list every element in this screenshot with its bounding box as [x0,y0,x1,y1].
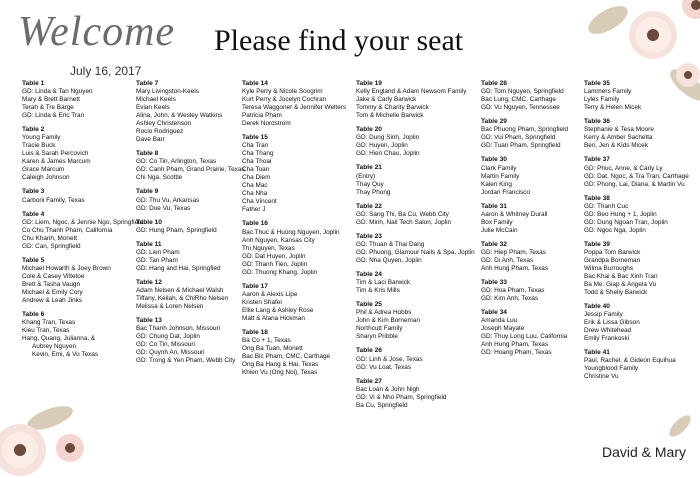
table-name: Table 9 [136,188,159,196]
table-column-1 [22,80,142,365]
guest-line: Amanda Luu [481,317,518,325]
guest-line: Cole & Casey Vittetoe [22,273,85,281]
guest-line: Alina, John, & Wesley Watkins [136,112,223,120]
seating-table [242,283,362,323]
guest-line: GD: Thanh Tien, Joplin [242,260,308,268]
seating-table [136,80,256,144]
guest-line: Cha Thang [242,150,274,158]
table-name: Table 7 [136,80,159,87]
table-name: Table 24 [356,271,382,279]
table-name: Table 12 [136,279,162,287]
guest-line: Cha Thoai [242,158,272,166]
guest-line: Todd & Shelly Barwick [584,289,648,297]
seating-table [22,188,142,204]
guest-line: GD: Due Vu, Texas [136,204,191,212]
guest-line: Cha Mac [242,182,268,190]
guest-line: Khien Vu (Ong Noi), Texas [242,369,318,377]
table-column-4 [356,80,476,416]
guest-line: GD: Linda & Eric Tran [22,112,85,120]
guest-line: Erik & Lissa Gibson [584,319,640,327]
table-name: Table 32 [481,240,507,248]
seating-table [136,241,256,273]
table-name: Table 26 [356,347,382,355]
table-name: Table 17 [242,282,268,290]
seating-table [356,233,476,265]
guest-line: Tiffany, Keilah, & ChiRho Nelsen [136,295,229,303]
guest-line: GD: Phuong, Glamour Nails & Spa, Joplin [356,249,475,257]
guest-line: Kieu Tran, Texas [22,327,70,335]
guest-line: Bà Co + 1, Texas [242,337,291,345]
guest-line: Caleigh Johnson [22,174,70,182]
table-name: Table 35 [584,80,610,87]
seating-table [356,347,476,371]
seating-table [136,279,256,311]
seating-table [22,311,142,359]
guest-line: Thay Phong [356,188,391,196]
guest-line: Julie McCain [481,226,518,234]
seating-table [584,156,700,188]
guest-line: Kevin, Emi, & Vu Texas [32,351,99,359]
guest-line: Cha Vincent [242,198,277,206]
seating-table [356,126,476,158]
guest-line: Hang, Quang, Julianna, & [22,335,96,343]
table-column-6 [584,80,700,387]
seating-table [22,257,142,305]
guest-line: GD: Thuy Long Luu, California [481,333,568,341]
guest-line: Anh Hung Pham, Texas [481,341,549,349]
table-name: Table 18 [242,328,268,336]
seating-table [356,301,476,341]
guest-line: Tim & Laci Barwick [356,279,411,287]
guest-line: GD: Kim Anh, Texas [481,295,539,303]
guest-line: Matt & Alana Hickman [242,314,305,322]
guest-line: Tommy & Charity Barwick [356,104,429,112]
seating-table [22,80,142,120]
guest-line: Tracie Buck [22,142,56,150]
table-name: Table 34 [481,309,507,317]
guest-line: Bac Thuc & Huong Nguyen, Joplin [242,228,340,236]
guest-line: Cha Diem [242,174,271,182]
guest-line: GD: Minh, Nail Tech Salon, Joplin [356,218,452,226]
guest-line: Ben, Jen & Kids Micek [584,142,648,150]
guest-line: GD: Thuong Khang, Joplin [242,268,318,276]
guest-line: Kristen Shafer [242,298,283,306]
guest-line: Aubrey Nguyen [32,343,77,351]
guest-line: Poppa Tom Barwick [584,249,641,257]
table-name: Table 37 [584,156,610,164]
seating-table [136,188,256,212]
guest-line: Anh Hung Pham, Texas [481,265,549,273]
guest-line: Chi Nga, Scottle [136,174,183,182]
guest-line: GD: Phong, Lai, Diana, & Martin Vu [584,180,685,188]
seating-table [584,118,700,150]
seating-table [136,317,256,365]
guest-line: Bac Khai & Bac Xinh Tran [584,273,658,281]
guest-line: Kerry & Amber Sachetta [584,134,653,142]
guest-line: Ba Me: Giap & Angela Vu [584,281,657,289]
guest-line: John & Kim Borneman [356,317,420,325]
table-name: Table 2 [22,126,45,134]
table-name: Table 23 [356,232,382,240]
table-name: Table 4 [22,210,45,218]
guest-line: (Entry) [356,172,376,180]
guest-line: GD: Thuan & Thai Dang [356,241,425,249]
guest-line: Terah & Tre Barge [22,104,74,112]
floral-decoration-bottom-left [0,388,100,478]
seating-table [356,378,476,410]
guest-line: GD: Chung Dat, Joplin [136,333,200,341]
seating-table [481,279,601,303]
table-column-2 [136,80,256,371]
guest-line: Lyles Family [584,96,620,104]
guest-line: Thay Quy [356,180,384,188]
guest-line: Adam Nelsen & Michael Walsh [136,287,224,295]
guest-line: Andrew & Leah Jinks [22,297,83,305]
seating-table [356,164,476,196]
table-name: Table 8 [136,150,159,158]
guest-line: GD: Tuan Pham, Springfield [481,142,561,150]
seating-table [356,80,476,120]
guest-line: GD: Hung Pham, Springfield [136,226,217,234]
table-name: Table 3 [22,188,45,196]
seating-table [584,80,700,112]
seating-table [481,241,601,273]
guest-line: GD: Beo Hung + 1, Joplin [584,210,657,218]
guest-line: Jordan Francisco [481,188,531,196]
table-name: Table 25 [356,301,382,309]
guest-line: GD: Vu Loat, Texas [356,363,412,371]
guest-line: Clark Family [481,164,517,172]
seating-table [22,126,142,182]
guest-line: Kalen King [481,180,512,188]
guest-line: Teresa Waggoner & Jennifer Welters [242,104,347,112]
table-column-3 [242,80,362,383]
guest-line: Stephanie & Tesa Moore [584,126,654,134]
guest-line: Phil & Adrea Hobbs [356,309,412,317]
guest-line: GD: Dat, Ngoc, & Tra Tran, Carthage [584,172,689,180]
guest-line: Tom & Michelle Barwick [356,112,424,120]
guest-line: Terry & Helen Micek [584,104,642,112]
guest-line: Jake & Carly Barwick [356,96,417,104]
table-name: Table 33 [481,279,507,287]
seating-table [356,203,476,227]
seating-table [481,156,601,196]
seating-table [584,195,700,235]
table-name: Table 5 [22,256,45,264]
guest-line: Christine Vu [584,373,619,381]
seating-table [481,309,601,357]
guest-line: Evian Keels [136,104,170,112]
guest-line: Anh Nguyen, Kansas City [242,236,315,244]
seating-table [356,271,476,295]
guest-line: Melissa & Loren Nelsen [136,303,204,311]
guest-line: GD: Trong & Yen Pham, Webb City [136,357,236,365]
guest-line: GD: Dung Ngoan Tran, Joplin [584,218,668,226]
guest-line: Father J [242,206,266,214]
guest-line: Chu Khanh, Monett [22,234,78,242]
guest-line: GD: Ngoc Nga, Joplin [584,226,646,234]
seating-table [242,80,362,128]
guest-line: GD: Hang and Hai, Springfied [136,265,221,273]
seating-table [242,329,362,377]
page-title: Please find your seat [214,24,464,57]
table-name: Table 20 [356,126,382,134]
guest-line: Ong Ba Hang & Hai, Texas [242,361,319,369]
guest-line: GD: Thanh Cuc [584,202,629,210]
guest-line: GD: Lien Pham [136,249,180,257]
guest-line: GD: Huyen, Joplin [356,142,408,150]
table-column-5 [481,80,601,363]
seating-table [22,211,142,251]
guest-line: Bac Thanh Johnson, Missouri [136,325,221,333]
guest-line: Co Chu Thanh Pham, California [22,226,113,234]
guest-line: GD: Di Anh, Texas [481,257,534,265]
guest-line: Lammers Family [584,88,632,96]
seating-table [136,150,256,182]
guest-line: Mary Livingston-Keels [136,88,199,96]
table-name: Table 28 [481,80,507,87]
guest-line: GD: Tan Pham [136,257,178,265]
guest-line: Khang Tran, Texas [22,319,76,327]
guest-line: Kelly England & Adam Newsom Family [356,88,467,96]
guest-line: Mary & Brett Barnett [22,96,80,104]
guest-line: Grace Marcum [22,166,65,174]
guest-line: Grandpa Borneman [584,257,641,265]
guest-line: Karen & James Marcum [22,158,91,166]
floral-decoration-bottom-right [660,406,700,446]
guest-line: GD: Quynh An, Missouri [136,349,205,357]
guest-line: GD: Nha Quyen, Joplin [356,257,422,265]
guest-line: Michael Howarth & Joey Brown [22,265,111,273]
guest-line: GD: Sang Thi, Ba Cu, Webb City [356,210,449,218]
guest-line: GD: Dat Huyen, Joplin [242,252,306,260]
table-name: Table 21 [356,164,382,172]
event-date: July 16, 2017 [70,64,142,78]
guest-line: Paul, Rachel, & Gideon Equihua [584,357,676,365]
seating-table [242,220,362,276]
guest-line: Ellie Lang & Ashley Rose [242,306,314,314]
table-name: Table 15 [242,134,268,142]
guest-line: Ong Ba Tuan, Monett [242,345,303,353]
table-name: Table 19 [356,80,382,87]
guest-line: GD: Dung Sinh, Joplin [356,134,420,142]
table-name: Table 1 [22,80,45,87]
guest-line: GD: Hiep Pham, Texas [481,249,546,257]
guest-line: Emily Frankoski [584,335,630,343]
guest-line: Cha Nha [242,190,268,198]
seating-table [584,349,700,381]
table-name: Table 29 [481,118,507,126]
guest-line: Bac Lung, CMC, Carthage [481,96,556,104]
table-name: Table 40 [584,303,610,311]
guest-line: Jessip Family [584,311,623,319]
guest-line: Drew Whitehead [584,327,632,335]
guest-line: GD: Can, Springfield [22,242,81,250]
guest-line: Joseph Mayate [481,325,525,333]
seating-table [481,118,601,150]
guest-line: Sharyn Pribble [356,333,398,341]
guest-line: GD: Vi & Nho Pham, Springfield [356,393,447,401]
seating-table [136,219,256,235]
guest-line: GD: Hien Chau, Joplin [356,150,420,158]
table-name: Table 11 [136,240,162,248]
seating-table [481,80,601,112]
guest-line: Michael & Emily Cory [22,289,83,297]
guest-line: GD: Liem, Ngoc, & Jennie Ngo, Springfield [22,218,144,226]
table-name: Table 31 [481,202,507,210]
seating-table [481,203,601,235]
couple-signature: David & Mary [601,444,686,460]
table-name: Table 16 [242,220,268,228]
guest-line: Michael Keels [136,96,176,104]
seating-table [242,134,362,214]
guest-line: Northcutt Family [356,325,403,333]
guest-line: Kyle Perry & Nicole Soogrim [242,88,323,96]
table-name: Table 36 [584,118,610,126]
guest-line: GD: Linh & Jose, Texas [356,355,423,363]
guest-line: Youngblood Family [584,365,639,373]
guest-line: GD: Linda & Tan Nguyen [22,88,93,96]
guest-line: Aaron & Alexis Lipe [242,290,298,298]
table-name: Table 6 [22,311,45,319]
guest-line: Tim & Kris Mills [356,287,400,295]
guest-line: GD: Vui Pham, Springfield [481,134,556,142]
guest-line: Bac Loan & John Nigh [356,385,420,393]
guest-line: Aaron & Whitney Durall [481,210,548,218]
guest-line: Derek Nordstrom [242,120,291,128]
guest-line: Rocio Rodriguez [136,128,184,136]
guest-line: Carboni Family, Texas [22,196,85,204]
seating-table [584,241,700,297]
table-name: Table 30 [481,156,507,164]
guest-line: GD: Thu Vu, Arkansas [136,196,200,204]
seating-table [584,303,700,343]
table-name: Table 14 [242,80,268,87]
guest-line: GD: Co Tin, Missouri [136,341,195,349]
guest-line: Ba Cu, Springfield [356,401,408,409]
guest-line: GD: Vu Nguyen, Tennessee [481,104,560,112]
guest-line: Bac Phuong Pham, Springfield [481,126,569,134]
guest-line: Wilma Burroughs [584,265,634,273]
guest-line: Thi Nguyen, Texas [242,244,295,252]
table-name: Table 13 [136,317,162,325]
guest-line: Cha Tran [242,142,269,150]
guest-line: GD: Hoa Pham, Texas [481,287,545,295]
guest-line: GD: Tom Nguyen, Springfield [481,88,564,96]
table-name: Table 22 [356,202,382,210]
guest-line: Ashley Christenson [136,120,192,128]
table-name: Table 41 [584,349,610,357]
guest-line: Luis & Sarah Percovich [22,150,89,158]
guest-line: GD: Canh Pham, Grand Prairie, Texas [136,166,245,174]
guest-line: Bac Bic Pham, CMC, Carthage [242,353,331,361]
guest-line: Box Family [481,218,513,226]
guest-line: Dave Barr [136,136,165,144]
table-name: Table 10 [136,218,162,226]
guest-line: Kurt Perry & Jocelyn Cochran [242,96,327,104]
guest-line: Martin Family [481,172,520,180]
table-name: Table 39 [584,240,610,248]
guest-line: GD: Co Tin, Arlington, Texas [136,158,217,166]
guest-line: GD: Phuc, Anne, & Carly Ly [584,164,663,172]
guest-line: Brett & Tasha Vaugn [22,281,81,289]
guest-line: GD: Hoang Pham, Texas [481,349,552,357]
guest-line: Patricia Pham [242,112,282,120]
welcome-title: Welcome [18,9,176,55]
table-name: Table 27 [356,377,382,385]
guest-line: Young Family [22,134,61,142]
table-name: Table 38 [584,194,610,202]
guest-line: Cha Toan [242,166,270,174]
